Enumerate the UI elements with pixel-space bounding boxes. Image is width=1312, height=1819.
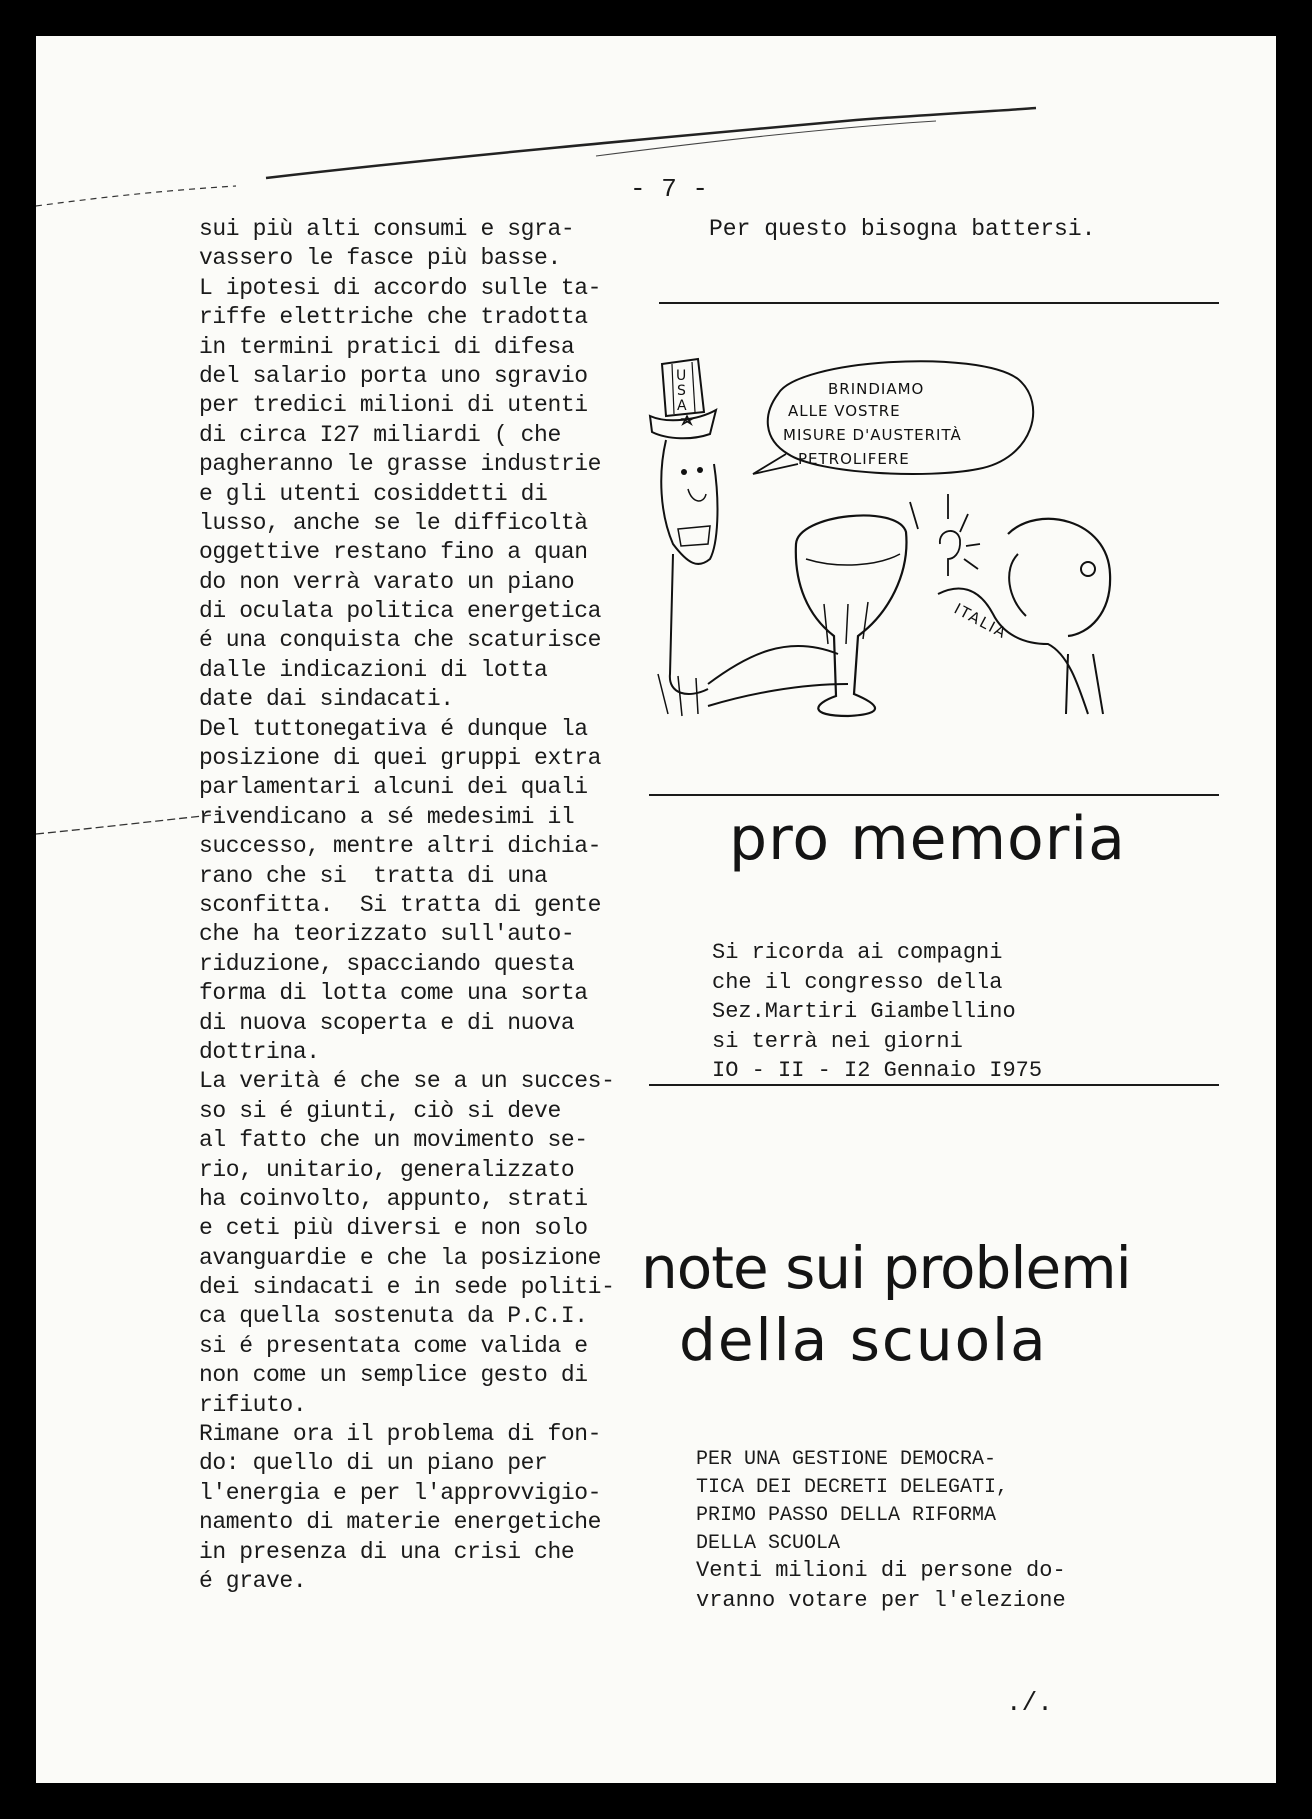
article-line: posizione di quei gruppi extra <box>199 745 602 772</box>
article-line: sconfitta. Si tratta di gente <box>199 891 602 918</box>
promemoria-heading: pro memoria <box>729 804 1126 874</box>
article-line: ca quella sostenuta da P.C.I. <box>199 1303 588 1330</box>
hat-letter-a: A <box>677 398 687 414</box>
subhead-line: TICA DEI DECRETI DELEGATI, <box>696 1476 1009 1499</box>
scuola-headline-line-1: note sui problemi <box>641 1234 1131 1302</box>
article-line: successo, mentre altri dichia- <box>199 833 602 860</box>
article-line: riduzione, spacciando questa <box>199 950 575 977</box>
article-line: La verità é che se a un succes- <box>199 1068 615 1095</box>
article-line: forma di lotta come una sorta <box>199 980 588 1007</box>
document-page <box>36 36 1276 1783</box>
article-line: é grave. <box>199 1567 307 1594</box>
article-line: rifiuto. <box>199 1391 307 1418</box>
article-line: dei sindacati e in sede politi- <box>199 1274 615 1301</box>
scuola-headline-line-2: della scuola <box>679 1306 1048 1374</box>
article-line: parlamentari alcuni dei quali <box>199 774 588 801</box>
left-column-article <box>199 215 659 1596</box>
article-line: lusso, anche se le difficoltà <box>199 509 588 536</box>
divider-rule-2 <box>649 794 1219 796</box>
article-line: si é presentata come valida e <box>199 1332 588 1359</box>
scuola-subheading <box>696 1446 1008 1558</box>
article-line: dalle indicazioni di lotta <box>199 656 548 683</box>
article-line: non come un semplice gesto di <box>199 1362 588 1389</box>
right-intro-text: Per questo bisogna battersi. <box>709 216 1096 242</box>
small-glass <box>940 531 960 576</box>
italia-sash-label: ITALIA <box>951 599 1011 643</box>
continuation-mark: ./. <box>1006 1688 1053 1718</box>
bubble-line-1: BRINDIAMO <box>828 380 925 398</box>
article-line: di circa I27 miliardi ( che <box>199 421 561 448</box>
article-line: do: quello di un piano per <box>199 1450 548 1477</box>
hat-letter-s: S <box>677 383 686 399</box>
article-line: in termini pratici di difesa <box>199 333 575 360</box>
article-line: di oculata politica energetica <box>199 598 602 625</box>
divider-rule-1 <box>659 302 1219 304</box>
paragraph-line: Venti milioni di persone do- <box>696 1558 1066 1583</box>
article-line: e ceti più diversi e non solo <box>199 1215 588 1242</box>
scuola-paragraph <box>696 1556 1066 1616</box>
page-number: - 7 - <box>630 174 709 204</box>
article-line: Del tuttonegativa é dunque la <box>199 715 588 742</box>
article-line: do non verrà varato un piano <box>199 568 575 595</box>
notice-line: si terrà nei giorni <box>712 1028 963 1054</box>
bubble-line-3: MISURE D'AUSTERITÀ <box>783 426 962 444</box>
subhead-line: PRIMO PASSO DELLA RIFORMA <box>696 1504 997 1527</box>
article-line: l'energia e per l'approvvigio- <box>199 1479 602 1506</box>
cartoon-illustration <box>648 354 1188 784</box>
notice-line: Sez.Martiri Giambellino <box>712 999 1016 1024</box>
italia-figure-head <box>1008 519 1110 636</box>
article-line: L ipotesi di accordo sulle ta- <box>199 274 602 301</box>
article-line: namento di materie energetiche <box>199 1509 602 1536</box>
article-line: in presenza di una crisi che <box>199 1538 575 1565</box>
notice-line: IO - II - I2 Gennaio I975 <box>712 1058 1043 1083</box>
article-line: Rimane ora il problema di fon- <box>199 1421 602 1448</box>
paragraph-line: vranno votare per l'elezione <box>696 1588 1066 1613</box>
article-line: e gli utenti cosiddetti di <box>199 480 548 507</box>
article-line: avanguardie e che la posizione <box>199 1244 602 1271</box>
article-line: é una conquista che scaturisce <box>199 627 602 654</box>
article-line: pagheranno le grasse industrie <box>199 451 602 478</box>
subhead-line: PER UNA GESTIONE DEMOCRA- <box>696 1448 997 1471</box>
article-line: dottrina. <box>199 1038 320 1065</box>
bubble-line-4: PETROLIFERE <box>798 450 910 468</box>
article-line: al fatto che un movimento se- <box>199 1127 588 1154</box>
article-line: di nuova scoperta e di nuova <box>199 1009 575 1036</box>
subhead-line: DELLA SCUOLA <box>696 1532 841 1555</box>
article-line: so si é giunti, ciò si deve <box>199 1097 561 1124</box>
article-line: rano che si tratta di una <box>199 862 548 889</box>
promemoria-notice <box>712 938 1042 1086</box>
article-line: oggettive restano fino a quan <box>199 539 588 566</box>
article-line: ha coinvolto, appunto, strati <box>199 1185 588 1212</box>
article-line: date dai sindacati. <box>199 686 454 713</box>
article-line: che ha teorizzato sull'auto- <box>199 921 575 948</box>
article-line: per tredici milioni di utenti <box>199 392 588 419</box>
article-line: rio, unitario, generalizzato <box>199 1156 575 1183</box>
divider-rule-3 <box>649 1084 1219 1086</box>
bubble-line-2: ALLE VOSTRE <box>788 402 901 420</box>
notice-line: che il congresso della <box>712 969 1003 995</box>
article-line: riffe elettriche che tradotta <box>199 304 588 331</box>
notice-line: Si ricorda ai compagni <box>712 940 1003 965</box>
article-line: del salario porta uno sgravio <box>199 362 588 389</box>
hat-letter-u: U <box>676 368 687 384</box>
article-line: rivendicano a sé medesimi il <box>199 803 575 830</box>
article-line: vassero le fasce più basse. <box>199 245 561 272</box>
article-line: sui più alti consumi e sgra- <box>199 216 575 242</box>
